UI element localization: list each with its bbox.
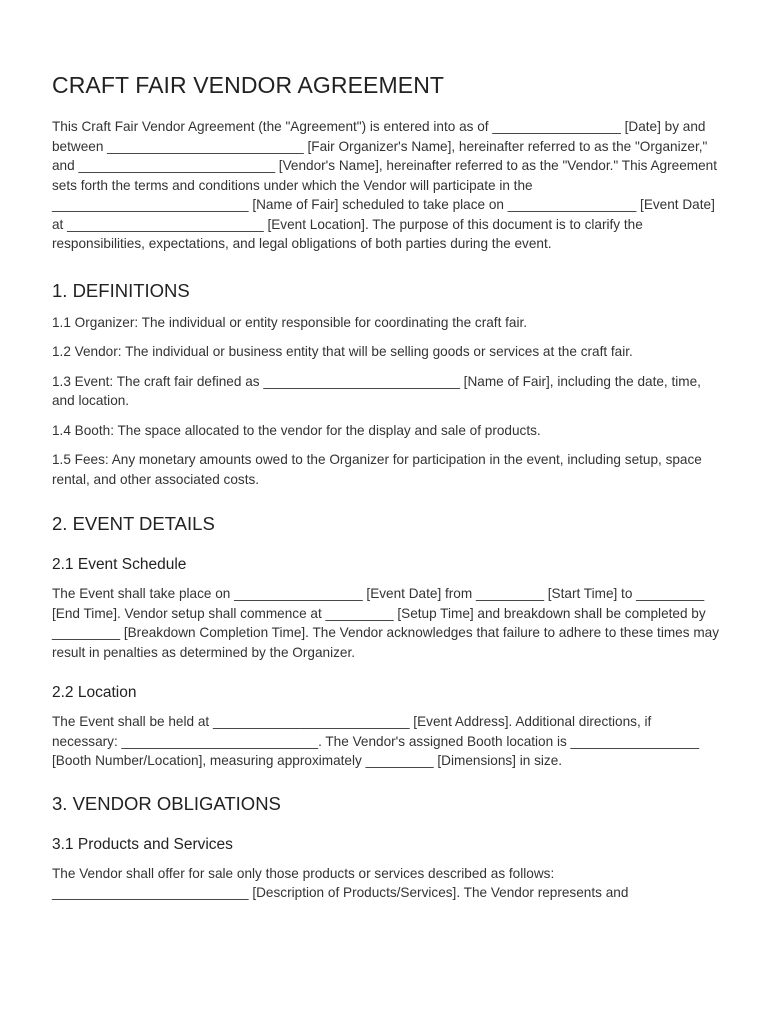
event-schedule-paragraph: The Event shall take place on _________________ [Event Date] from _________ [Start Time] to _________ [End Time]. Vendor setup shall commence at _________ [Setup Time] and breakdown shall be completed by _________ [Breakdown Completion Time]. The Vendor acknowledges that failure to adhere to these times may result in penalties as determined by the Organizer. (52, 586, 719, 660)
subsection-heading-event-schedule: 2.1 Event Schedule (52, 556, 187, 573)
subsection-heading-products-services: 3.1 Products and Services (52, 835, 233, 853)
definition-fees: 1.5 Fees: Any monetary amounts owed to the Organizer for participation in the event, including setup, space rental, and other associated costs. (52, 452, 702, 487)
document-title: CRAFT FAIR VENDOR AGREEMENT (52, 72, 445, 98)
definition-vendor: 1.2 Vendor: The individual or business entity that will be selling goods or services at the craft fair. (52, 344, 633, 359)
document-page (52, 70, 720, 903)
section-heading-vendor-obligations: 3. VENDOR OBLIGATIONS (52, 792, 281, 814)
section-heading-event-details: 2. EVENT DETAILS (52, 513, 215, 534)
definition-booth: 1.4 Booth: The space allocated to the vendor for the display and sale of products. (52, 422, 541, 438)
subsection-heading-location: 2.2 Location (52, 684, 137, 701)
section-heading-definitions: 1. DEFINITIONS (52, 279, 190, 301)
location-paragraph: The Event shall be held at __________________________ [Event Address]. Additional directions, if necessary: __________________________. The Vendor's assigned Booth location is _________________ [Booth Number/Location], measuring approximately _________ [Dimensions] in size. (52, 714, 700, 768)
definition-organizer: 1.1 Organizer: The individual or entity responsible for coordinating the craft fair. (52, 314, 528, 330)
intro-paragraph: This Craft Fair Vendor Agreement (the "Agreement") is entered into as of _________________ [Date] by and between __________________________ [Fair Organizer's Name], hereinafter referred to as the "Organizer," and __________________________ [Vendor's Name], hereinafter referred to as the "Vendor." This Agreement sets forth the terms and conditions under which the Vendor will participate in the __________________________ [Name of Fair] scheduled to take place on _________________ [Event Date] at __________________________ [Event Location]. The purpose of this document is to clarify the responsibilities, expectations, and legal obligations of both parties during the event. (52, 119, 717, 251)
products-services-paragraph: The Vendor shall offer for sale only those products or services described as follows: __________________________ [Description of Products/Services]. The Vendor represents and (52, 865, 629, 900)
definition-event: 1.3 Event: The craft fair defined as __________________________ [Name of Fair], including the date, time, and location. (52, 373, 701, 408)
